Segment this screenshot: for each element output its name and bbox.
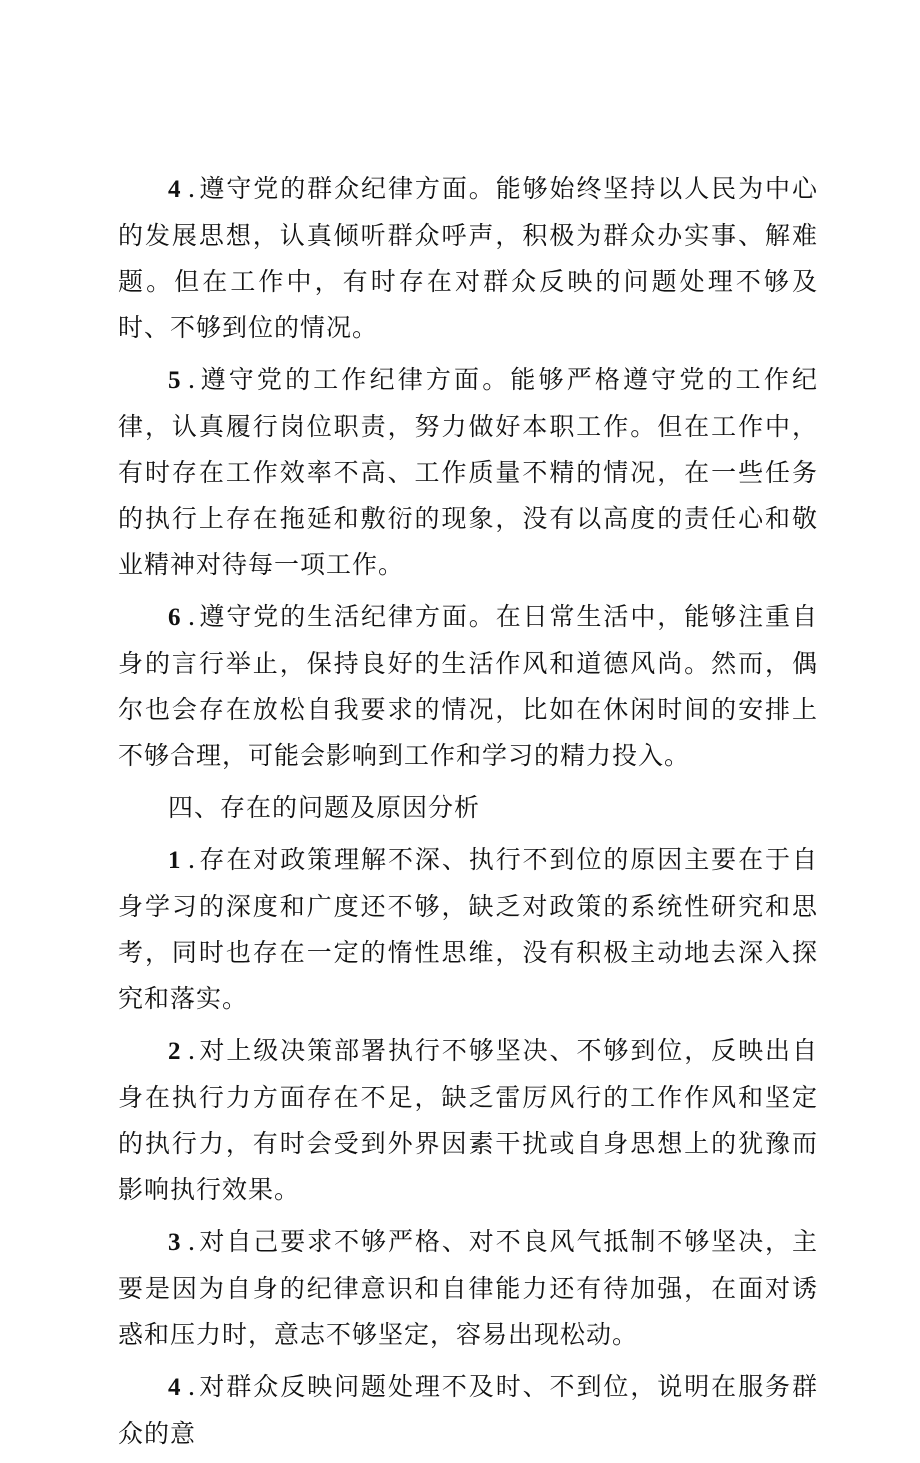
paragraph-text: 存在对政策理解不深、执行不到位的原因主要在于自身学习的深度和广度还不够，缺乏对政策的系统性研究和思考，同时也存在一定的惰性思维，没有积极主动地去深入探究和落实。: [118, 845, 818, 1013]
section-heading: 四、存在的问题及原因分析: [168, 793, 481, 822]
paragraph-work-discipline: [118, 357, 818, 588]
item-number: 3: [168, 1229, 182, 1256]
item-number: 5: [168, 367, 182, 394]
paragraph-cause-3: [118, 1219, 818, 1358]
item-separator: .: [187, 174, 197, 203]
paragraph-cause-1: [118, 837, 818, 1022]
paragraph-cause-4: [118, 1364, 818, 1457]
paragraph-group-discipline: [118, 166, 818, 351]
paragraph-text: 遵守党的群众纪律方面。能够始终坚持以人民为中心的发展思想，认真倾听群众呼声，积极为群众办实事、解难题。但在工作中，有时存在对群众反映的问题处理不够及时、不够到位的情况。: [118, 174, 818, 342]
item-number: 4: [168, 1374, 182, 1401]
item-separator: .: [187, 365, 197, 394]
paragraph-text: 对自己要求不够严格、对不良风气抵制不够坚决，主要是因为自身的纪律意识和自律能力还有待加强，在面对诱惑和压力时，意志不够坚定，容易出现松动。: [118, 1227, 818, 1349]
item-number: 4: [168, 176, 182, 203]
item-separator: .: [187, 1036, 197, 1065]
paragraph-text: 对上级决策部署执行不够坚决、不够到位，反映出自身在执行力方面存在不足，缺乏雷厉风行的工作作风和坚定的执行力，有时会受到外界因素干扰或自身思想上的犹豫而影响执行效果。: [118, 1036, 818, 1204]
item-separator: .: [187, 602, 197, 631]
paragraph-text: 对群众反映问题处理不及时、不到位，说明在服务群众的意: [118, 1372, 818, 1448]
paragraph-cause-2: [118, 1028, 818, 1213]
item-number: 2: [168, 1038, 182, 1065]
paragraph-text: 遵守党的生活纪律方面。在日常生活中，能够注重自身的言行举止，保持良好的生活作风和道德风尚。然而，偶尔也会存在放松自我要求的情况，比如在休闲时间的安排上不够合理，可能会影响到工作和学习的精力投入。: [118, 602, 818, 770]
paragraph-text: 遵守党的工作纪律方面。能够严格遵守党的工作纪律，认真履行岗位职责，努力做好本职工作。但在工作中，有时存在工作效率不高、工作质量不精的情况，在一些任务的执行上存在拖延和敷衍的现象，没有以高度的责任心和敬业精神对待每一项工作。: [118, 365, 818, 579]
item-number: 6: [168, 604, 182, 631]
item-separator: .: [187, 845, 197, 874]
paragraph-life-discipline: [118, 594, 818, 779]
item-separator: .: [187, 1227, 197, 1256]
item-number: 1: [168, 847, 182, 874]
document-body: [118, 166, 818, 1463]
item-separator: .: [187, 1372, 197, 1401]
